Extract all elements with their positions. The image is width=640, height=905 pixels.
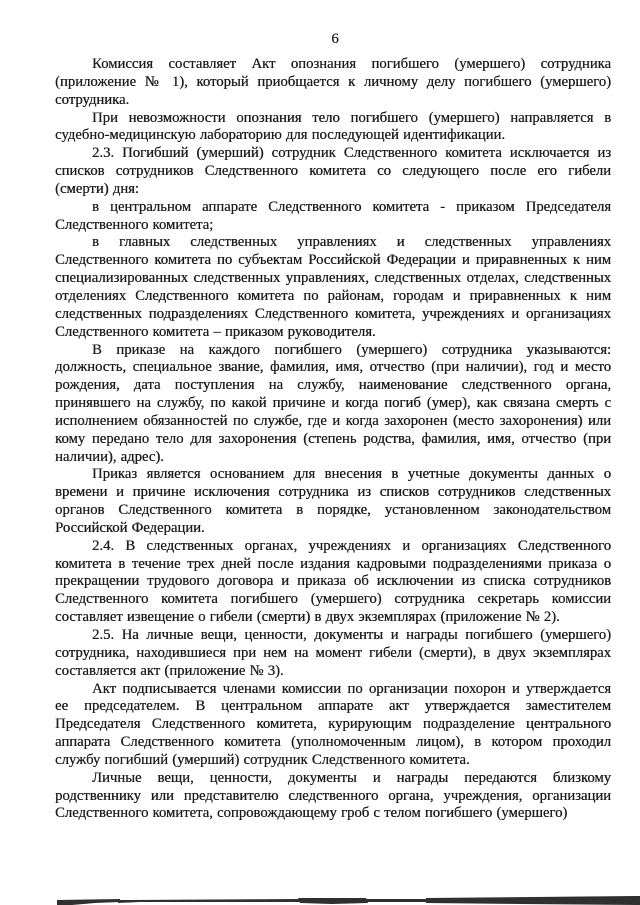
paragraph-identification-act: Комиссия составляет Акт опознания погибшего (умершего) сотрудника (приложение № 1), который приобщается к личному делу погибшего (умершего) сотрудника. [55, 56, 611, 108]
page-number: 6 [331, 31, 339, 47]
scan-artifact-bottom-edge [0, 893, 640, 905]
paragraph-central-apparatus: в центральном аппарате Следственного комитета - приказом Председателя Следственного комитета; [55, 198, 611, 233]
paragraph-2-5-belongings-act: 2.5. На личные вещи, ценности, документы и награды погибшего (умершего) сотрудника, находившиеся при нем на момент гибели (смерти), в двух экземплярах составляется акт (приложение № 3). [55, 627, 611, 679]
document-body [55, 56, 611, 823]
paragraph-forensic-lab: При невозможности опознания тело погибшего (умершего) направляется в судебно-медицинскую лабораторию для последующей идентификации. [55, 109, 611, 144]
paragraph-order-contents: В приказе на каждого погибшего (умершего) сотрудника указываются: должность, специальное звание, фамилия, имя, отчество (при наличии), год и место рождения, дата поступления на службу, наименование следственного органа, принявшего на службу, по какой причине и когда погиб (умер), как связана смерть с исполнением обязанностей по службе, где и когда захоронен (место захоронения) или кому передано тело для захоронения (степень родства, фамилия, имя, отчество (при наличии), адрес). [55, 341, 611, 465]
paragraph-2-4-notification: 2.4. В следственных органах, учреждениях и организациях Следственного комитета в течение трех дней после издания кадровыми подразделениями приказа о прекращении трудового договора и приказа об исключении из списка сотрудников Следственного комитета погибшего (умершего) сотрудника секретарь комиссии составляет извещение о гибели (смерти) в двух экземплярах (приложение № 2). [55, 537, 611, 626]
paragraph-2-3-exclusion: 2.3. Погибший (умерший) сотрудник Следственного комитета исключается из списков сотрудников Следственного комитета со следующего после его гибели (смерти) дня: [55, 145, 611, 197]
paragraph-act-signing: Акт подписывается членами комиссии по организации похорон и утверждается ее председателем. В центральном аппарате акт утверждается заместителем Председателя Следственного комитета, курирующим подразделение центрального аппарата Следственного комитета (уполномоченным лицом), в котором проходил службу погибший (умерший) сотрудник Следственного комитета. [55, 680, 611, 768]
paragraph-belongings-transfer: Личные вещи, ценности, документы и награды передаются близкому родственнику или представителю следственного органа, учреждения, организации Следственного комитета, сопровождающему гроб с телом погибшего (умершего) [55, 769, 611, 822]
paragraph-order-basis: Приказ является основанием для внесения в учетные документы данных о времени и причине исключения сотрудника из списков сотрудников следственных органов Следственного комитета в порядке, установленном законодательством Российской Федерации. [55, 466, 611, 536]
paragraph-regional-directorates: в главных следственных управлениях и следственных управлениях Следственного комитета по субъектам Российской Федерации и приравненных к ним специализированных следственных управлениях, следственных отделах, следственных отделениях Следственного комитета по районам, городам и приравненных к ним следственных подразделениях Следственного комитета, учреждениях и организациях Следственного комитета – приказом руководителя. [55, 234, 611, 340]
